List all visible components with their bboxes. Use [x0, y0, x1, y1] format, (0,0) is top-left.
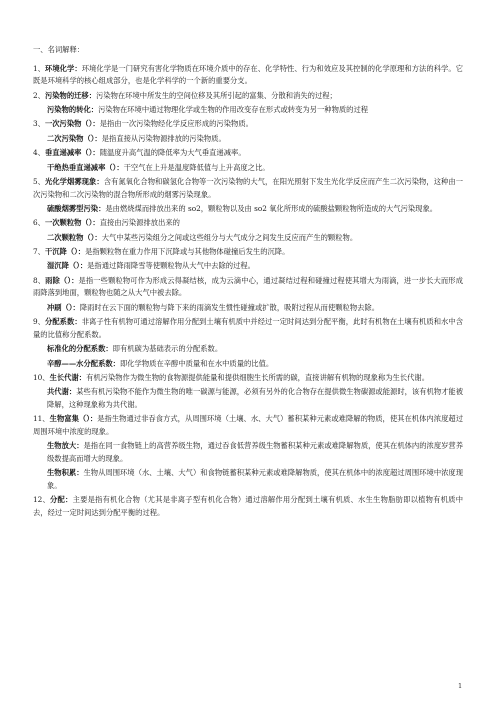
- definition-text: 非离子性有机物可通过溶解作用分配到土壤有机质中并经过一定时间达到分配平衡，此时有机物在土壤有机质和水中含量的比值称分配系数。: [33, 317, 463, 339]
- definition-paragraph: [33, 203, 463, 216]
- item-number: 12、: [33, 495, 51, 505]
- definition-paragraph: [33, 372, 463, 385]
- definition-paragraph: [33, 63, 463, 88]
- definition-paragraph: [33, 133, 463, 146]
- definition-paragraph: [33, 386, 463, 411]
- term: 共代谢：: [47, 387, 77, 397]
- term: 二次颗粒物（）：: [47, 232, 102, 242]
- item-number: 9、: [33, 317, 46, 327]
- term: 分配：: [50, 495, 73, 505]
- term: 干沉降（）：: [44, 247, 86, 257]
- term: 生物富集（）：: [49, 414, 98, 424]
- document-body: [33, 44, 463, 521]
- definition-text: 生物从周围环境（水、土壤、大气）和食物链蓄积某种元素或难降解物质，使其在机体中的浓度超过周围环境中浓度现象。: [47, 468, 464, 490]
- definition-paragraph: [33, 275, 463, 300]
- term: 污染物的迁移：: [44, 90, 97, 100]
- item-number: 5、: [33, 176, 46, 186]
- definition-paragraph: [33, 316, 463, 341]
- definition-paragraph: [33, 246, 463, 259]
- definition-text: 直接由污染源排放出来的: [99, 218, 180, 228]
- term: 冲刷（）：: [47, 302, 80, 312]
- section-title: 一、名词解释：: [33, 45, 85, 54]
- definition-text: 含有氮氧化合物和碳氢化合物等一次污染物的大气，在阳光照射下发生光化学反应而产生二次污染物，这种由一次污染物和二次污染物的混合物所形成的烟雾污染现象。: [33, 176, 463, 199]
- item-number: 6、: [33, 218, 45, 228]
- item-number: 11、: [33, 414, 50, 424]
- definition-text: 随温度升高气温的降低率为大气垂直递减率。: [99, 148, 246, 158]
- term: 二次污染物（）：: [47, 133, 102, 143]
- definition-text: 是指一些颗粒物可作为形成云得凝结核，成为云滴中心，通过凝结过程和碰撞过程使其增大为雨滴，进一步长大而形成雨降落到地面，颗粒物也随之从大气中被去除。: [33, 275, 463, 298]
- definition-paragraph: [33, 217, 463, 230]
- item-number: 8、: [33, 275, 46, 285]
- term: 雨除（）：: [45, 275, 79, 285]
- definition-text: 某些有机污染物不能作为微生物的唯一碳源与能源，必须有另外的化合物存在提供微生物碳源或能源时，该有机物才能被降解，这种现象称为共代谢。: [47, 387, 464, 409]
- term: 标准化的分配系数：: [47, 344, 113, 354]
- definition-paragraph: [33, 343, 463, 356]
- definition-text: 干空气在上升是温度降低值与上升高度之比。: [123, 162, 270, 172]
- term: 光化学烟雾现象：: [45, 176, 104, 186]
- definition-paragraph: [33, 162, 463, 175]
- definition-text: 是指通过降雨降雪等使颗粒物从大气中去除的过程。: [87, 261, 255, 271]
- term: 硫酸烟雾型污染：: [47, 203, 106, 213]
- definition-text: 即化学物质在辛醇中质量和在水中质量的比值。: [119, 358, 274, 368]
- definition-text: 环境化学是一门研究有害化学物质在环境介质中的存在、化学特性、行为和效应及其控制的化学原理和方法的科学。它既是环境科学的核心组成部分，也是化学科学的一个新的重要分支。: [33, 63, 463, 86]
- term: 湿沉降（）：: [47, 261, 88, 271]
- definition-text: 是指由一次污染物经化学反应形成的污染物质。: [99, 119, 253, 129]
- definition-text: 大气中某些污染组分之间或这些组分与大气成分之间发生反应而产生的颗粒物。: [101, 232, 358, 242]
- definition-paragraph: [33, 90, 463, 103]
- term: 一次颗粒物（）：: [44, 218, 100, 228]
- definition-paragraph: [33, 413, 463, 438]
- definition-text: 是指在同一食物链上的高营养级生物，通过吞食低营养级生物蓄积某种元素或难降解物质，使其在机体内的浓度岁营养级数提高而增大的现象。: [47, 441, 464, 463]
- term: 一次污染物（）：: [44, 119, 100, 129]
- term: 环境化学：: [45, 63, 82, 73]
- definition-text: 是指生物通过非吞食方式，从周围环境（土壤、水、大气）蓄积某种元素或难降解的物质，使其在机体内浓度超过周围环境中浓度的现象。: [33, 414, 463, 436]
- definition-text: 主要是指有机化合物（尤其是非离子型有机化合物）通过溶解作用分配到土壤有机质、水生生物脂肪即以植物有机质中去，经过一定时间达到分配平衡的过程。: [33, 495, 463, 517]
- definition-text: 是指颗粒物在重力作用下沉降或与其他物体碰撞后发生的沉降。: [85, 247, 290, 257]
- definition-paragraph: [33, 302, 463, 315]
- definition-paragraph: [33, 494, 463, 519]
- definition-paragraph: [33, 118, 463, 131]
- term: 垂直递减率（）：: [44, 148, 100, 158]
- item-number: 1、: [33, 63, 46, 73]
- definition-text: 是由燃烧煤而排放出来的 so2，颗粒物以及由 so2 氧化所形成的硫酸盐颗粒物所造成的大气污染现象。: [105, 203, 438, 213]
- item-number: 7、: [33, 247, 45, 257]
- page-number: 1: [458, 682, 463, 690]
- definition-text: 是指直接从污染物源排放的污染物质。: [101, 133, 226, 143]
- definition-list: [33, 63, 463, 520]
- definition-paragraph: [33, 260, 463, 273]
- definition-text: 即有机碳为基础表示的分配系数。: [112, 344, 223, 354]
- item-number: 2、: [33, 90, 45, 100]
- item-number: 4、: [33, 148, 45, 158]
- definition-text: 降雨时在云下面的颗粒物与降下来的雨滴发生惯性碰撞或扩散，吸附过程从而使颗粒物去除。: [79, 302, 380, 312]
- item-number: 10、: [33, 373, 50, 382]
- definition-text: 污染物在环境中通过物理化学或生物的作用改变存在形式或转变为另一种物质的过程: [98, 104, 369, 114]
- definition-paragraph: [33, 147, 463, 160]
- item-number: 3、: [33, 119, 45, 129]
- definition-paragraph: [33, 440, 463, 465]
- term: 生物放大：: [47, 441, 84, 451]
- term: 生长代谢：: [49, 373, 87, 382]
- definition-paragraph: [33, 232, 463, 245]
- term: 生物积累：: [47, 468, 84, 478]
- definition-text: 污染物在环境中所发生的空间位移及其所引起的富集、分散和消失的过程；: [96, 90, 337, 100]
- term: 污染物的转化：: [47, 104, 99, 114]
- definition-paragraph: [33, 467, 463, 492]
- definition-text: 有机污染物作为微生物的食物源提供能量和提供细胞生长所需的碳，直接讲解有机物的现象称为生长代谢。: [86, 373, 430, 382]
- term: 分配系数：: [45, 317, 82, 327]
- definition-paragraph: [33, 104, 463, 117]
- definition-paragraph: [33, 358, 463, 371]
- term: 干绝热垂直递减率（）：: [47, 162, 124, 172]
- term: 辛醇——水分配系数：: [47, 358, 120, 368]
- definition-paragraph: [33, 176, 463, 201]
